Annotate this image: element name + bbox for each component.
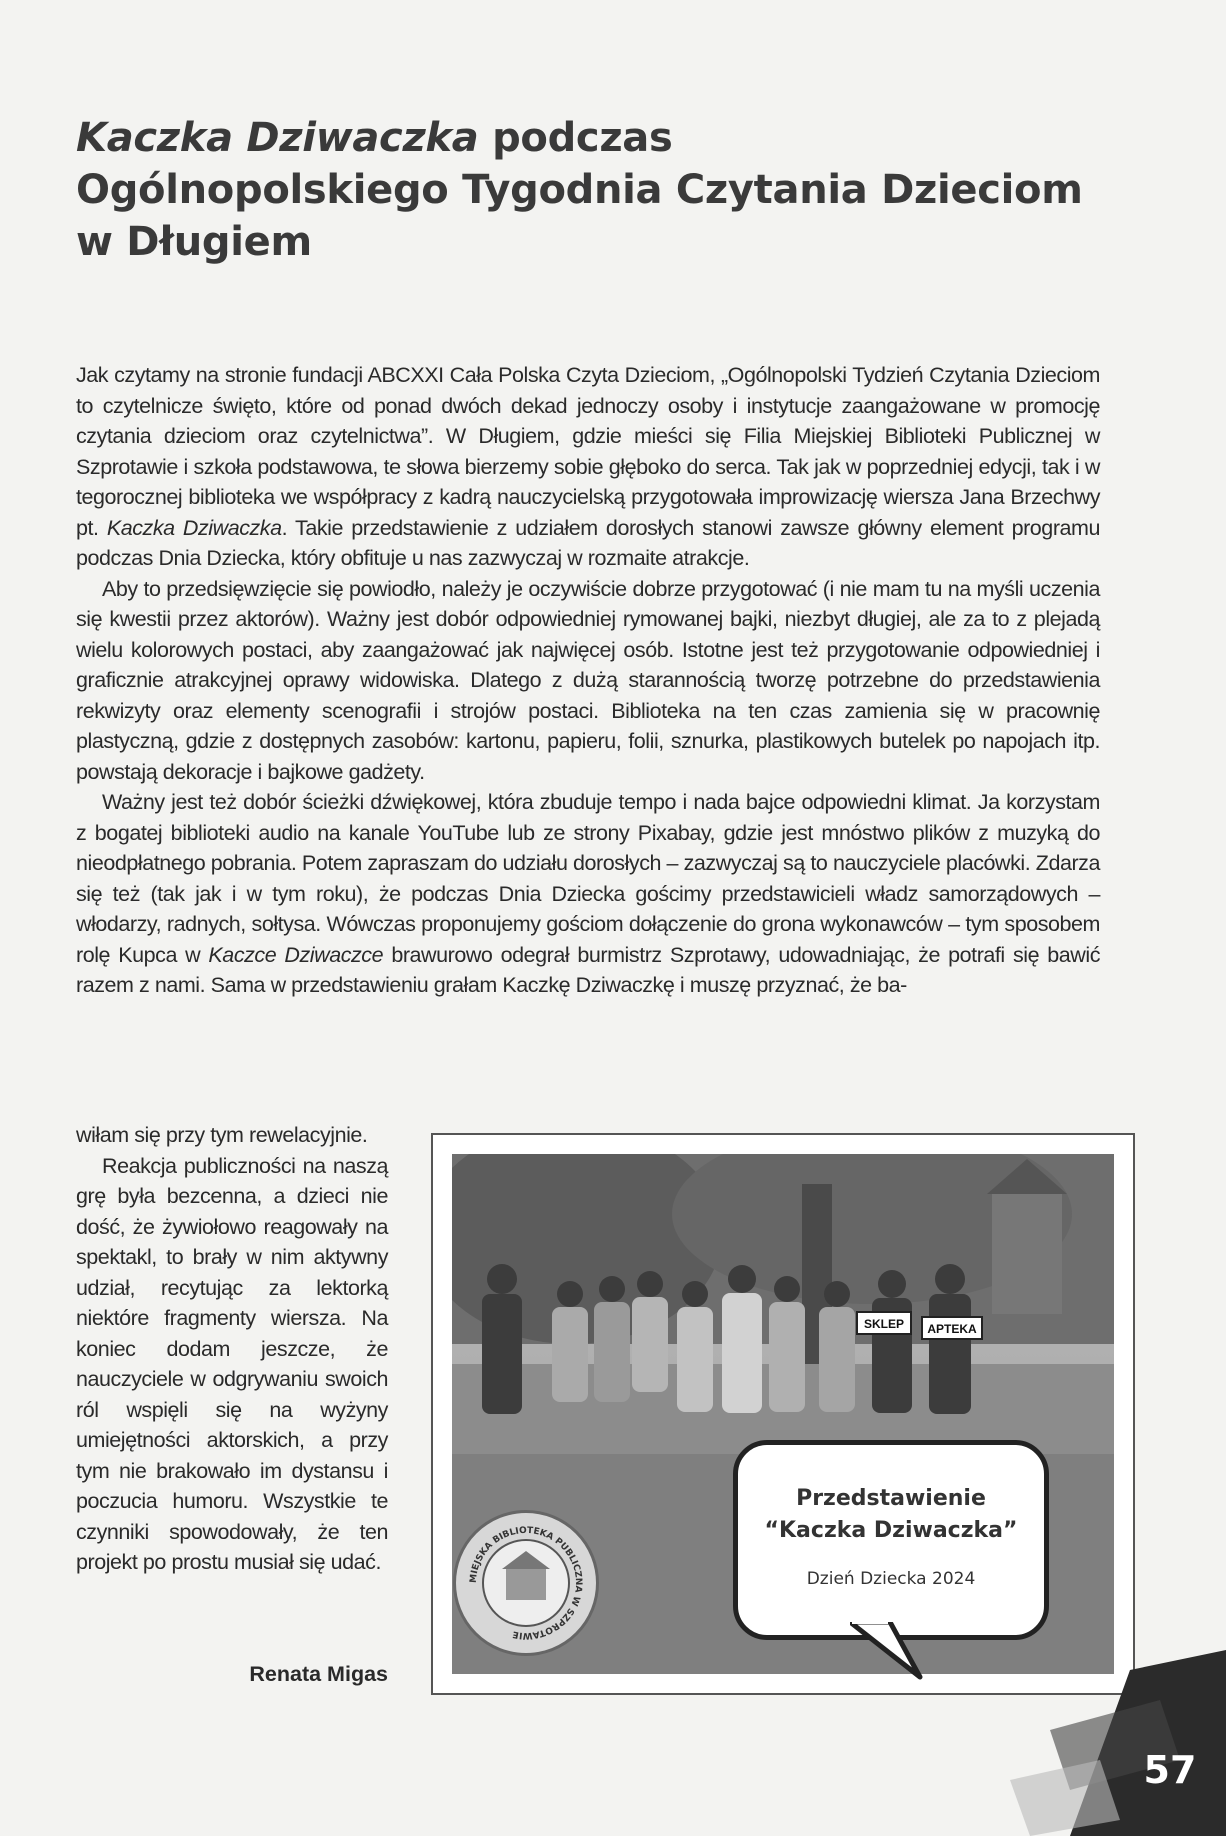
photo-caption-bubble <box>733 1440 1049 1640</box>
caption-subtitle: Dzień Dziecka 2024 <box>806 1569 976 1589</box>
p3-text-a: Ważny jest też dobór ścieżki dźwiękowej, która zbuduje tempo i nada bajce odpowiedni klimat. Ja korzystam z bogatej biblioteki audio na kanale YouTube lub ze strony Pixabay, gdzie jest mnóstwo plików z muzyką do nieodpłatnego pobrania. Potem zapraszam do udziału dorosłych – zazwyczaj są to nauczyciele placówki. Zdarza się też (tak jak i w tym roku), że podczas Dnia Dziecka gościmy przedstawicieli władz samorządowych – włodarzy, radnych, sołtysa. Wówczas proponujemy gościom dołączenie do grona wykonawców – tym sposobem rolę Kupca w <box>76 790 1100 967</box>
title-line-3: w Długiem <box>76 219 312 265</box>
p1-italic: Kaczka Dziwaczka <box>106 515 282 540</box>
p3-text-b: brawurowo odegrał burmistrz Szprotawy, udowadniając, że potrafi się bawić razem z nami. Sama w przedstawieniu grałam Kaczkę Dziwaczkę i muszę przyznać, że ba- <box>76 942 1100 997</box>
paragraph-4: Reakcja publiczności na naszą grę była bezcenna, a dzieci nie dość, że żywiołowo reagowały na spektakl, to brały w nim aktywny udział, recytując za lektorką niektóre fragmenty wiersza. Na koniec dodam jeszcze, że nauczyciele w odgrywaniu swoich ról wspięli się na wyżyny umiejętności aktorskich, a przy tym nie brakowało im dystansu i poczucia humoru. Wszystkie te czynniki spowodowały, że ten projekt po prostu musiał się udać. <box>76 1153 388 1574</box>
p1-text-b: . Takie przedstawienie z udziałem dorosłych stanowi zawsze główny element programu podczas Dnia Dziecka, który obfituje u nas zazwyczaj w rozmaite atrakcje. <box>76 515 1101 570</box>
sign-apteka: APTEKA <box>927 1322 977 1336</box>
speech-bubble-tail <box>850 1622 930 1682</box>
sign-sklep: SKLEP <box>863 1317 905 1331</box>
paragraph-3-end: wiłam się przy tym rewelacyjnie. <box>76 1123 368 1147</box>
title-italic: Kaczka Dziwaczka <box>76 115 479 161</box>
stamp-graphic <box>456 1513 596 1653</box>
paragraph-3 <box>76 787 1100 1001</box>
p3-italic: Kaczce Dziwaczce <box>208 942 384 967</box>
corner-decoration <box>1010 1650 1226 1836</box>
paragraph-2: Aby to przedsięwzięcie się powiodło, należy je oczywiście dobrze przygotować (i nie mam tu na myśli uczenia się kwestii przez aktorów). Ważny jest dobór odpowiedniej rymowanej bajki, niezbyt długiej, ale za to z plejadą wielu kolorowych postaci, aby zaangażować jak najwięcej osób. Istotne jest też przygotowanie odpowiedniej i graficznie atrakcyjnej oprawy widowiska. Dlatego z dużą starannością tworzę potrzebne do przedstawienia rekwizyty oraz elementy scenografii i strojów postaci. Biblioteka na ten czas zamienia się w pracownię plastyczną, gdzie z dostępnych zasobów: kartonu, papieru, folii, sznurka, plastikowych butelek po napojach itp. powstają dekoracje i bajkowe gadżety. <box>76 576 1100 784</box>
article-title <box>76 112 1136 268</box>
library-stamp <box>453 1510 599 1656</box>
caption-title-line-2: “Kaczka Dziwaczka” <box>764 1518 1018 1543</box>
author-name: Renata Migas <box>249 1662 388 1686</box>
page-number: 57 <box>1143 1748 1197 1792</box>
paragraph-1 <box>76 360 1100 574</box>
title-line-2: Ogólnopolskiego Tygodnia Czytania Dzieciom <box>76 167 1083 213</box>
title-rest: podczas <box>478 115 673 161</box>
p1-text-a: Jak czytamy na stronie fundacji ABCXXI Cała Polska Czyta Dzieciom, „Ogólnopolski Tydzień Czytania Dzieciom to czytelnicze święto, które od ponad dwóch dekad jednoczy osoby i instytucje zaangażowane w promocję czytania dzieciom oraz czytelnictwa”. W Długiem, gdzie mieści się Filia Miejskiej Biblioteki Publicznej w Szprotawie i szkoła podstawowa, te słowa bierzemy sobie głęboko do serca. Tak jak w poprzedniej edycji, tak i w tegorocznej biblioteka we współpracy z kadrą nauczycielską przygotowała improwizację wiersza Jana Brzechwy pt. <box>76 363 1100 540</box>
article-body <box>76 360 1100 1001</box>
caption-title <box>738 1483 1044 1547</box>
side-column <box>76 1120 388 1578</box>
caption-title-line-1: Przedstawienie <box>796 1486 986 1511</box>
stamp-text: MIEJSKA BIBLIOTEKA PUBLICZNA W SZPROTAWIE <box>468 1525 584 1641</box>
